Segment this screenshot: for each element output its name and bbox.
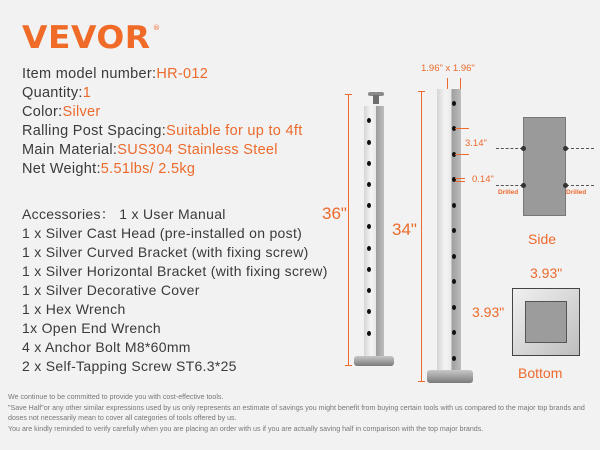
hole-icon	[367, 161, 371, 166]
accessory-item: 1 x Hex Wrench	[22, 301, 126, 317]
accessory-item: 2 x Self-Tapping Screw ST6.3*25	[22, 358, 237, 374]
post2-base	[427, 370, 473, 383]
drilled-right-label: Drilled	[566, 189, 587, 196]
spec-label: Main Material:	[22, 142, 118, 158]
hole-icon	[367, 331, 371, 336]
vevor-logo	[22, 20, 161, 56]
accessory-item: 1 x Silver Decorative Cover	[22, 282, 200, 298]
post2-height-tick-top	[418, 91, 425, 92]
hole-icon	[452, 228, 456, 233]
spec-label: Ralling Post Spacing:	[22, 123, 167, 139]
spec-spacing	[22, 122, 303, 141]
hole-icon	[452, 356, 456, 361]
cast-head-icon	[367, 92, 385, 104]
spec-label: Item model number:	[22, 66, 157, 82]
side-label: Side	[528, 231, 557, 247]
disclaimer-line: We continue to be committed to provide you with cost-effective tools.	[8, 393, 224, 401]
hole-icon	[367, 224, 371, 229]
brand-name: VEVOR	[22, 20, 151, 56]
registered-mark: ®	[152, 24, 161, 32]
spec-quantity	[22, 84, 303, 103]
side-dash-right-bottom	[566, 185, 594, 186]
hole-icon	[367, 246, 371, 251]
bottom-view-plate	[512, 288, 580, 356]
bottom-view-inner-square	[525, 301, 567, 343]
accessory-item: 1 x Silver Curved Bracket (with fixing screw)	[22, 244, 309, 260]
side-dash-left-bottom	[496, 185, 523, 186]
spec-label: Quantity:	[22, 85, 83, 101]
post2-height-tick-bottom	[418, 381, 425, 382]
bottom-depth-label: 3.93"	[472, 304, 505, 320]
disclaimer	[8, 392, 598, 434]
spacing-tick-top	[455, 128, 469, 129]
post2-body	[437, 89, 461, 373]
disclaimer-line: "Save Half"or any other similar expressions used by us only represents an estimate of savings you might benefit from buying certain tools with us compared to the major top brands and doses not necessarily mean to cover all categories of tools offered by us.	[8, 403, 585, 423]
accessories-list	[22, 205, 328, 376]
hole-icon	[452, 101, 456, 106]
spec-value: 5.51lbs/ 2.5kg	[100, 161, 196, 177]
spec-label: Net Weight:	[22, 161, 101, 177]
post2-height-line	[421, 91, 422, 382]
hole-icon	[367, 118, 371, 123]
disclaimer-line: You are kindly reminded to verify carefully when you are placing an order with us if you are actually saving half in comparison with the top major brands.	[8, 424, 484, 433]
diameter-tick-bottom	[455, 181, 465, 182]
post1-height-label: 36"	[322, 204, 347, 223]
side-hole-marker	[521, 183, 526, 188]
spec-model	[22, 65, 303, 84]
side-hole-marker	[563, 183, 568, 188]
post1-height-tick-bottom	[345, 365, 352, 366]
spec-list	[22, 65, 303, 179]
hole-icon	[367, 182, 371, 187]
spec-value: Silver	[62, 104, 101, 120]
hole-diameter-label: 0.14"	[472, 174, 494, 185]
side-dash-left-top	[496, 148, 523, 149]
spacing-tick-bottom	[455, 154, 469, 155]
accessory-item: Accessories： 1 x User Manual	[22, 206, 226, 222]
spec-weight	[22, 160, 303, 179]
spec-value: SUS304 Stainless Steel	[117, 142, 278, 158]
post1-height-line	[348, 94, 349, 366]
side-dash-right-top	[566, 148, 594, 149]
accessory-item: 1 x Silver Cast Head (pre-installed on post)	[22, 225, 303, 241]
spec-value: HR-012	[156, 66, 209, 82]
spec-label: Color:	[22, 104, 63, 120]
hole-icon	[367, 140, 371, 145]
spec-color	[22, 103, 303, 122]
post2-height-label: 34"	[392, 220, 417, 239]
hole-icon	[452, 279, 456, 284]
post2-holes	[452, 101, 456, 371]
side-hole-marker	[521, 146, 526, 151]
side-hole-marker	[563, 146, 568, 151]
spec-material	[22, 141, 303, 160]
spec-value: Suitable for up to 4ft	[166, 123, 303, 139]
hole-icon	[452, 203, 456, 208]
hole-icon	[367, 203, 371, 208]
bottom-width-label: 3.93"	[530, 265, 563, 281]
spec-value: 1	[82, 85, 92, 101]
post1-holes	[367, 118, 371, 358]
post1-base	[354, 356, 394, 366]
hole-icon	[452, 254, 456, 259]
drilled-left-label: Drilled	[498, 189, 519, 196]
accessory-item: 4 x Anchor Bolt M8*60mm	[22, 339, 191, 355]
bottom-label: Bottom	[518, 365, 563, 381]
hole-spacing-label: 3.14"	[465, 138, 487, 149]
section-tick-left	[447, 78, 448, 89]
post1-height-tick-top	[345, 94, 352, 95]
post-section-label: 1.96" x 1.96"	[421, 63, 475, 74]
accessory-item: 1 x Silver Horizontal Bracket (with fixing screw)	[22, 263, 328, 279]
accessory-item: 1x Open End Wrench	[22, 320, 161, 336]
hole-icon	[452, 330, 456, 335]
diameter-tick-top	[455, 178, 465, 179]
hole-icon	[367, 309, 371, 314]
hole-icon	[367, 288, 371, 293]
hole-icon	[452, 305, 456, 310]
hole-icon	[367, 267, 371, 272]
side-view-rect	[523, 117, 566, 216]
